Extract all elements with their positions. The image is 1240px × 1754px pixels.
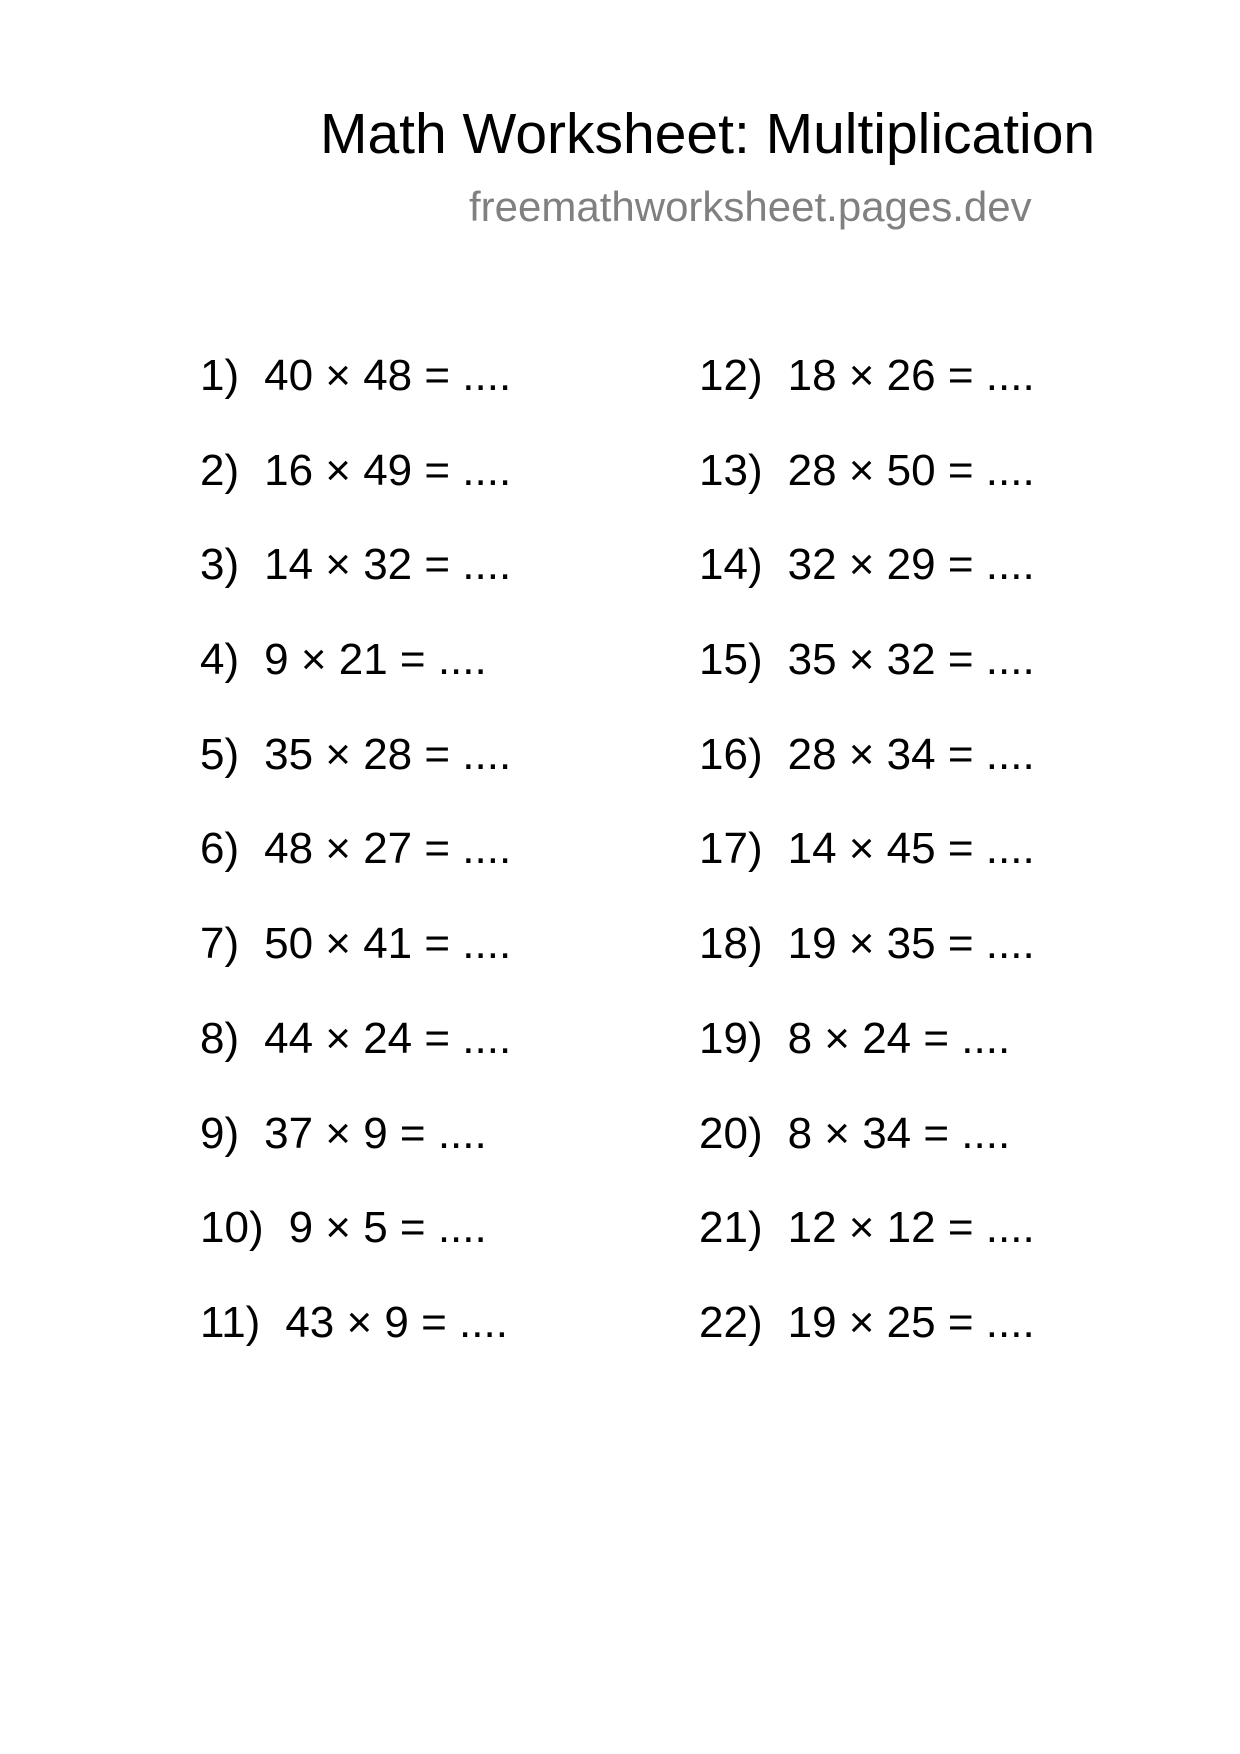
problem-expression: 19 × 25 = ....: [787, 1297, 1035, 1347]
worksheet-title: Math Worksheet: Multiplication: [320, 102, 1096, 166]
problem-expression: 12 × 12 = ....: [787, 1203, 1035, 1253]
problem-item: [200, 634, 511, 729]
problem-number: 15): [699, 635, 763, 685]
problem-expression: 19 × 35 = ....: [787, 919, 1035, 969]
problem-expression: 8 × 34 = ....: [787, 1108, 1011, 1158]
problem-number: 2): [200, 445, 240, 495]
problem-expression: 9 × 5 = ....: [288, 1203, 487, 1253]
problem-item: [200, 350, 511, 445]
website-subtitle: freemathworksheet.pages.dev: [469, 183, 1032, 230]
problem-number: 5): [200, 729, 240, 779]
problem-item: [699, 1108, 1035, 1203]
problem-expression: 28 × 50 = ....: [787, 445, 1035, 495]
problem-expression: 40 × 48 = ....: [264, 351, 512, 400]
problem-number: 7): [200, 919, 240, 969]
problem-expression: 32 × 29 = ....: [787, 540, 1035, 590]
problem-item: [699, 539, 1035, 634]
problem-number: 17): [699, 824, 763, 874]
problem-expression: 35 × 32 = ....: [787, 635, 1035, 685]
problem-number: 12): [699, 351, 763, 400]
problem-item: [699, 1013, 1035, 1108]
problem-item: [699, 634, 1035, 729]
problem-item: [699, 350, 1035, 445]
problem-number: 16): [699, 729, 763, 779]
problems-left-column: [200, 350, 511, 1392]
problem-number: 8): [200, 1013, 240, 1063]
problem-expression: 48 × 27 = ....: [264, 824, 512, 874]
problem-number: 18): [699, 919, 763, 969]
problem-number: 13): [699, 445, 763, 495]
problem-number: 10): [200, 1203, 264, 1253]
problem-expression: 14 × 45 = ....: [787, 824, 1035, 874]
problem-expression: 9 × 21 = ....: [264, 635, 487, 685]
problem-number: 21): [699, 1203, 763, 1253]
problem-number: 4): [200, 635, 240, 685]
problem-number: 3): [200, 540, 240, 590]
problem-item: [699, 823, 1035, 918]
problem-item: [200, 918, 511, 1013]
problem-number: 1): [200, 351, 240, 400]
problem-item: [200, 539, 511, 634]
problem-number: 14): [699, 540, 763, 590]
problem-number: 11): [200, 1297, 261, 1347]
problem-expression: 14 × 32 = ....: [264, 540, 512, 590]
problem-item: [699, 729, 1035, 824]
problem-expression: 35 × 28 = ....: [264, 729, 512, 779]
problem-number: 19): [699, 1013, 763, 1063]
problem-item: [200, 445, 511, 540]
problem-number: 20): [699, 1108, 763, 1158]
problem-item: [699, 1297, 1035, 1392]
problem-expression: 18 × 26 = ....: [787, 351, 1035, 400]
problem-expression: 50 × 41 = ....: [264, 919, 512, 969]
problem-expression: 8 × 24 = ....: [787, 1013, 1011, 1063]
problem-item: [200, 729, 511, 824]
problem-expression: 44 × 24 = ....: [264, 1013, 512, 1063]
problem-item: [200, 1108, 511, 1203]
problem-expression: 37 × 9 = ....: [264, 1108, 487, 1158]
problem-item: [200, 1202, 511, 1297]
problems-right-column: [699, 350, 1035, 1392]
problem-number: 22): [699, 1297, 763, 1347]
problem-expression: 16 × 49 = ....: [264, 445, 512, 495]
problem-item: [699, 1202, 1035, 1297]
problem-item: [200, 823, 511, 918]
problem-number: 6): [200, 824, 240, 874]
problem-item: [200, 1297, 511, 1392]
problem-item: [699, 445, 1035, 540]
problem-number: 9): [200, 1108, 240, 1158]
problem-expression: 28 × 34 = ....: [787, 729, 1035, 779]
problem-item: [200, 1013, 511, 1108]
problem-expression: 43 × 9 = ....: [285, 1297, 508, 1347]
problem-item: [699, 918, 1035, 1013]
